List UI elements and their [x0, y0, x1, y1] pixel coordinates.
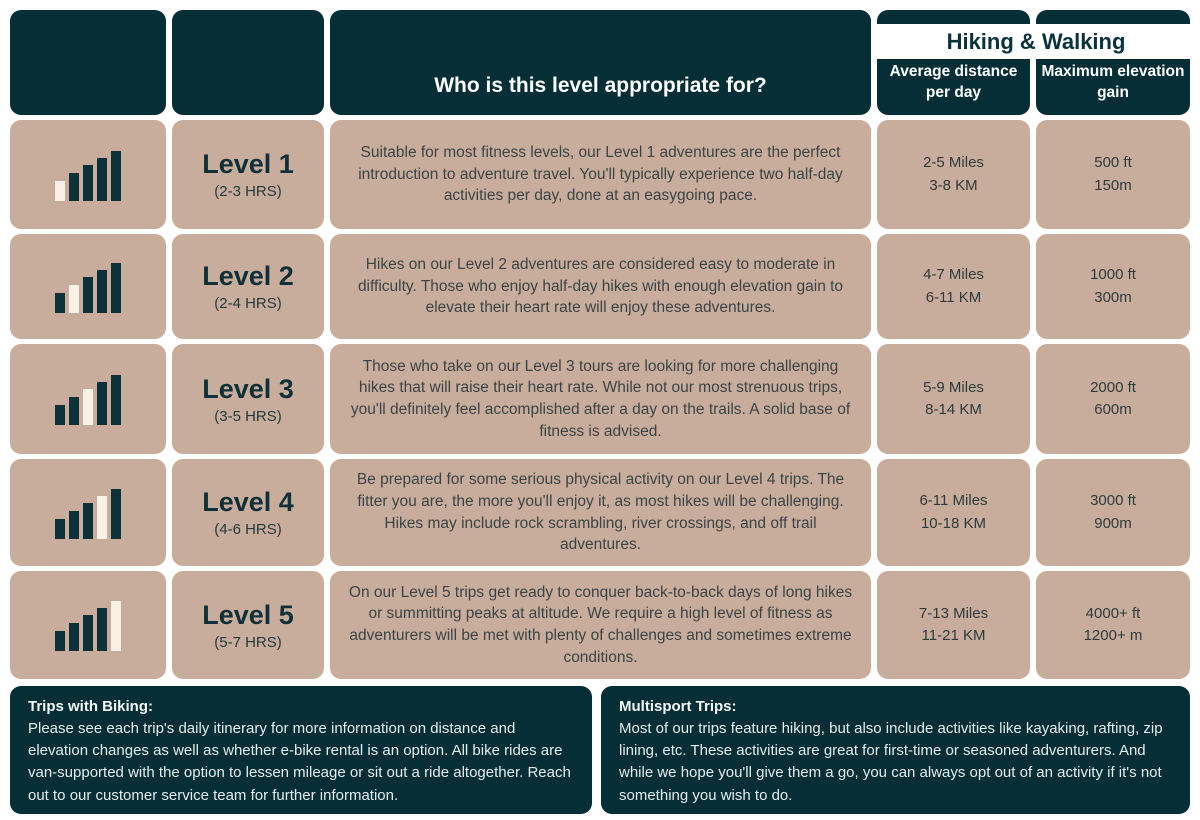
multisport-note [601, 686, 1190, 814]
level-5-elevation-cell [1036, 571, 1190, 679]
level-2-distance-cell [877, 234, 1030, 339]
level-1-elevation-cell [1036, 120, 1190, 229]
level-2-elevation-cell [1036, 234, 1190, 339]
elevation-ft: 4000+ ft [1085, 604, 1141, 622]
level-description: Hikes on our Level 2 adventures are considered easy to moderate in difficulty. Those who enjoy half-day hikes with enough elevation gain to elevate their heart rate will enjoy these adventures. [357, 255, 844, 317]
level-2-icon-cell [10, 234, 166, 339]
difficulty-bars-icon [55, 149, 121, 201]
level-2-description-cell [330, 234, 871, 339]
bar-segment [111, 601, 121, 651]
bar-segment [83, 615, 93, 651]
level-name: Level 3 [202, 373, 294, 404]
distance-km: 3-8 KM [929, 176, 978, 194]
elevation-m: 600m [1094, 401, 1132, 418]
difficulty-bars-icon [55, 599, 121, 651]
bar-segment [97, 496, 107, 539]
level-description: Be prepared for some serious physical activity on our Level 4 trips. The fitter you are, the more you'll enjoy it, as most hikes will be challenging. Hikes may include rock scrambling, river crossings, and off trail adventures. [356, 471, 845, 554]
level-5-distance-cell [877, 571, 1030, 679]
elevation-m: 1200+ m [1083, 627, 1143, 644]
bar-segment [83, 165, 93, 201]
distance-km: 8-14 KM [925, 401, 982, 418]
difficulty-bars-icon [55, 261, 121, 313]
bar-segment [69, 285, 79, 313]
level-description: Those who take on our Level 3 tours are looking for more challenging hikes that will raise their heart rate. While not our most strenuous trips, you'll definitely feel accomplished after a day on the trails. A solid base of fitness is advised. [350, 357, 851, 440]
biking-note [10, 686, 592, 814]
bar-segment [69, 173, 79, 201]
bar-segment [55, 519, 65, 539]
bar-segment [111, 151, 121, 201]
hiking-walking-title: Hiking & Walking [946, 28, 1126, 54]
level-4-icon-cell [10, 459, 166, 566]
biking-note-body: Please see each trip's daily itinerary for more information on distance and elevation changes as well as whether e-bike rental is an option. All bike rides are van-supported with the option to lessen mileage or sit out a ride altogether. Reach out to our customer service team for further information. [28, 720, 571, 804]
bar-segment [55, 631, 65, 651]
multisport-note-title: Multisport Trips: [619, 698, 737, 715]
level-hours: (4-6 HRS) [214, 521, 282, 538]
bar-segment [69, 397, 79, 425]
level-name: Level 4 [202, 487, 294, 517]
level-1-description-cell [330, 120, 871, 229]
distance-miles: 2-5 Miles [923, 154, 984, 171]
bar-segment [83, 503, 93, 539]
level-4-name-cell [172, 459, 324, 566]
distance-km: 6-11 KM [925, 288, 982, 306]
bar-segment [55, 181, 65, 201]
level-description: On our Level 5 trips get ready to conquer back-to-back days of long hikes or summitting peaks at altitude. We require a high level of fitness as adventurers will be met with plenty of challenges and sometimes extreme conditions. [348, 583, 853, 666]
bar-segment [97, 158, 107, 201]
bar-segment [111, 375, 121, 425]
elevation-ft: 500 ft [1094, 154, 1132, 171]
bar-segment [97, 382, 107, 425]
bar-segment [111, 263, 121, 313]
level-1-distance-cell [877, 120, 1030, 229]
level-3-description-cell [330, 344, 871, 454]
level-5-icon-cell [10, 571, 166, 679]
hiking-walking-band [872, 24, 1200, 59]
elevation-m: 150m [1094, 176, 1132, 194]
multisport-note-body: Most of our trips feature hiking, but also include activities like kayaking, rafting, zip lining, etc. These activities are great for first-time or seasoned adventurers. And while we hope you'll give them a go, you can always opt out of an activity if it's not something you wish to do. [619, 720, 1163, 804]
bar-segment [69, 511, 79, 539]
elevation-column-label: Maximum elevation gain [1041, 63, 1185, 102]
difficulty-bars-icon [55, 373, 121, 425]
bar-segment [55, 405, 65, 425]
level-hours: (2-4 HRS) [214, 295, 282, 312]
footnotes [10, 686, 1190, 814]
distance-column-label: Average distance per day [889, 63, 1018, 102]
levels-table [10, 10, 1190, 679]
header-level-column-cell [172, 10, 324, 115]
distance-miles: 6-11 Miles [919, 492, 988, 509]
level-2-name-cell [172, 234, 324, 339]
elevation-m: 900m [1094, 514, 1132, 532]
level-hours: (2-3 HRS) [214, 183, 282, 200]
distance-miles: 4-7 Miles [923, 266, 984, 283]
bar-segment [69, 623, 79, 651]
level-3-name-cell [172, 344, 324, 454]
bar-segment [97, 608, 107, 651]
bar-segment [111, 489, 121, 539]
level-4-distance-cell [877, 459, 1030, 566]
distance-miles: 7-13 Miles [918, 604, 989, 622]
level-3-elevation-cell [1036, 344, 1190, 454]
level-hours: (3-5 HRS) [214, 407, 282, 425]
level-4-description-cell [330, 459, 871, 566]
distance-km: 10-18 KM [920, 514, 987, 532]
level-hours: (5-7 HRS) [214, 633, 282, 651]
biking-note-title: Trips with Biking: [28, 698, 154, 715]
level-5-name-cell [172, 571, 324, 679]
level-5-description-cell [330, 571, 871, 679]
level-name: Level 5 [202, 599, 294, 630]
level-3-distance-cell [877, 344, 1030, 454]
level-name: Level 2 [202, 261, 294, 291]
elevation-ft: 1000 ft [1090, 266, 1136, 283]
elevation-ft: 3000 ft [1090, 492, 1136, 509]
header-description-column-cell [330, 10, 871, 115]
bar-segment [55, 293, 65, 313]
header-icon-column-cell [10, 10, 166, 115]
level-description: Suitable for most fitness levels, our Level 1 adventures are the perfect introduction to adventure travel. You'll typically experience two half-day activities per day, done at an easygoing pace. [358, 143, 843, 205]
elevation-m: 300m [1094, 288, 1132, 306]
level-1-icon-cell [10, 120, 166, 229]
level-3-icon-cell [10, 344, 166, 454]
bar-segment [83, 277, 93, 313]
bar-segment [83, 389, 93, 425]
level-name: Level 1 [202, 149, 294, 179]
level-1-name-cell [172, 120, 324, 229]
level-4-elevation-cell [1036, 459, 1190, 566]
bar-segment [97, 270, 107, 313]
who-title: Who is this level appropriate for? [434, 74, 767, 97]
difficulty-bars-icon [55, 487, 121, 539]
elevation-ft: 2000 ft [1090, 378, 1136, 396]
distance-km: 11-21 KM [921, 627, 986, 644]
distance-miles: 5-9 Miles [923, 378, 984, 396]
